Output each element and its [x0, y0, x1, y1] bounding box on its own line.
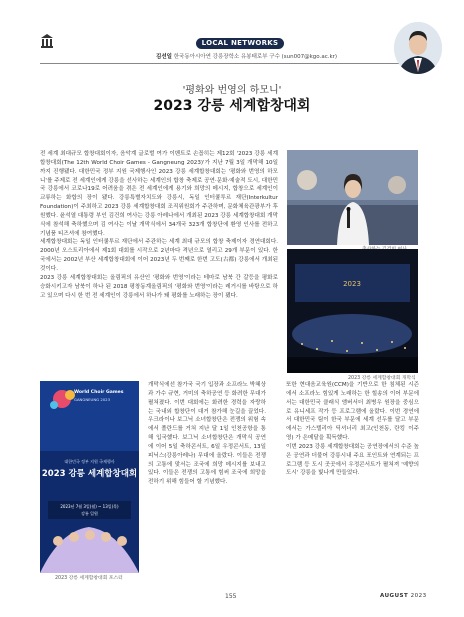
- article-body-right: [286, 381, 419, 581]
- main-paragraphs: 전 세계 최대규모 합창대회이자, 음악계 글로벌 여가 이벤트로 손꼽히는 제12회 '2023 강릉 세계합창대회(The 12th World Choir Games - Gangneung 2023)'가 지난 7월 3일 개막해 10일까지 진행됐다. 대한민국 정부 지원 국제행사인 2023 강릉 세계합창대회는 '평화와 번영의 하모니'를 주제로 전 세계인에게 강릉을 선사하는 세계인의 합창 축제로 공연·문화·예술적 도시, 대한민국 강릉에서 코로나19로 어려움을 겪은 전 세계인에게 용기와 희망의 메시지, 합창으로 세계인이 교류하는 화합의 장이 됐다. 강릉특별자치도와 강릉시, 독일 인터쿨투르 재단(Interkultur Foundation)이 주최하고 2023 강릉 세계합창대회 조직위원회가 주관하며, 문화체육관광부가 후원했다. 윤석열 대통령 부인 김건희 여사는 강릉 아레나에서 개최된 2023 강릉 세계합창대회 개막식에 참석해 축하했으며 김 여사는 이날 개막식에서 34개국 323개 합창단에 환영 인사를 전하고 기념품 티즈셔에 참여했다. 세계합창대회는 독일 인터쿨투르 재단에서 주관하는 세계 최대 규모의 합창 축제이자 경연대회다. 2000년 오스트리아에서 제1회 대회를 시작으로 2년마다 격년으로 열리고 29개 부문이 있다. 한국에서는 2002년 부산 세계합창대회에 이어 2023년 두 번째로 한번 고도(古都) 강릉에서 개최된 것이다. 2023 강릉 세계합창대회는 올림픽의 유산인 '평화와 번영'이라는 테마로 남북 간 갈등을 평화로 승화시키고자 남북이 하나 된 2018 평창동계올림픽의 '평화와 번영'이라는 레거시를 바탕으로 하고 있으며 다시 한 번 전 세계인이 강릉에서 하나가 돼 평화를 노래하는 장이 됐다.: [40, 151, 278, 299]
- page-number: 155: [225, 593, 237, 600]
- poster-caption: 2023 강릉 세계합창대회 포스터: [55, 576, 123, 581]
- article-body-main: [40, 150, 278, 380]
- author-info: 한국동아시아연 강릉장학소 유봉태로부 구수 (sun007@kgo.ac.kr): [173, 54, 338, 60]
- article-body-mid: [148, 381, 266, 581]
- photo-opening-ceremony: [287, 249, 418, 373]
- article-title: 2023 강릉 세계합창대회: [153, 98, 311, 114]
- photo-speech: [287, 150, 418, 245]
- article-subtitle: '평화와 번영의 하모니': [182, 85, 282, 96]
- mid-paragraphs: 개막식에선 참가국 국기 입장과 소프라노 박혜상과 가수 규현, 거미의 축하공연 등 화려한 무대가 펼쳐졌다. 이번 대회에는 화려한 경력을 자랑하는 국내외 합창단이 대거 참가해 눈길을 끌었다. 우크라이나 보그닉 소녀합창단은 전쟁의 위험 속에서 폴란드를 거쳐 지난 달 1일 인천공항을 통해 입국했다. 보그닉 소녀합창단은 개막식 공연에 이어 5일 축하콘서트, 6일 우정콘서트, 13일 피닉스(강릉아레나) 무대에 올랐다. 이들은 전쟁의 고통에 맞서는 조국에 희망 메시지를 보내고 있다. 이들은 전쟁의 고통에 힘써 조국에 희망을 전하기 위해 힘들어 할 기념했다.: [148, 382, 266, 486]
- issue-date: [380, 593, 427, 599]
- poster-small-text: 대한민국 정부 지원 국제행사: [64, 459, 115, 464]
- section-tag: LOCAL NETWORKS: [196, 38, 284, 49]
- author-byline: [156, 52, 337, 60]
- right-paragraphs: 또한 현대음교육원(CCM)을 기반으로 한 침체된 시즌에서 소프라노 힘있게 노래하는 한 힐송의 이어 부문에서는 대한민국 클래식 앰버서더 최병우 원장을 중심으로 유니세프 작가 등 프로그램에 올랐다. 이번 경연에서 대한민국 팀이 한국 부문에 세계 선두를 달고 부문에서는 가스텔리아 딕셔너리 최고(인천동, 란킹 이주영) 가 은메달을 획득했다. 이번 2023 강릉 세계합창대회는 공연장에서의 수준 높은 공연과 더불어 강릉시내 주요 포인트와 연계되는 프로그램 등 도시 곳곳에서 우정콘서트가 펼쳐져 '예향의 도시' 강릉을 빛나게 만들었다.: [286, 382, 419, 477]
- building-icon: [41, 34, 53, 48]
- photo2-caption: 2023 강릉 세계합창대회 개막식: [348, 376, 416, 381]
- poster-dates: 2023년 7월 3일(월) ~ 13일(목): [60, 504, 119, 509]
- svg-text:2023: 2023: [343, 280, 361, 288]
- event-poster: [40, 381, 139, 573]
- poster-brand: World Choir Games: [74, 390, 124, 395]
- issue-year: 2023: [410, 593, 427, 599]
- poster-brand-sub: GANGNEUNG 2023: [74, 397, 110, 402]
- poster-title: 2023 강릉 세계합창대회: [41, 469, 138, 479]
- author-name: 김선일: [156, 54, 172, 60]
- author-photo: [394, 22, 442, 74]
- poster-venue: 강릉 일원: [81, 511, 98, 516]
- issue-month: AUGUST: [380, 593, 409, 599]
- header-rule: [40, 63, 415, 64]
